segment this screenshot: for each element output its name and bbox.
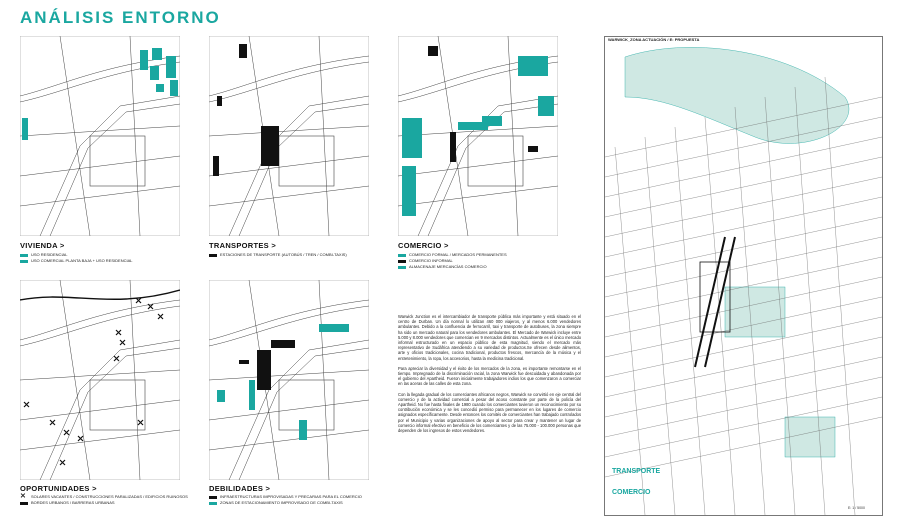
swatch <box>398 266 406 269</box>
swatch <box>398 260 406 263</box>
legend-text: ZONAS DE ESTACIONAMIENTO IMPROVISADO DE COMBI-TAXIS <box>220 500 343 505</box>
legend-text: INFRAESTRUCTURAS IMPROVISADAS Y PRECARIAS PARA EL COMERCIO <box>220 494 362 499</box>
legend-text: ESTACIONES DE TRANSPORTE (AUTOBÚS / TREN / COMBI-TAXIS) <box>220 252 347 257</box>
swatch <box>20 502 28 505</box>
zone-map <box>604 36 883 516</box>
legend-row <box>209 252 347 258</box>
map-panel-vivienda <box>20 36 180 236</box>
legend-text: ALMACENAJE MERCANCÍAS COMERCIO <box>409 264 487 269</box>
legend-row <box>209 500 362 506</box>
paragraph: Warwick Junction es el intercambiador de transporte pública más importante y está situado en el centro de Durban. Un día normal lo utilizan 460 000 viajeros, y al menos 6.000 vendedores ambulantes. Debido a la confluencia de ferrocarril, taxi y transporte de autobuses, la zona siempre ha sido un mercado natural para los vendedores ambulantes. El Mercado de Warwick incluye entre 5.000 y 8.000 vendedores que comercian en 9 mercados distintos. Actualmente es el único mercado informal estructurado en un espacio público de esta magnitud, siendo el mercado más representativo de Sudáfrica atendiendo a su variedad de productos.Se ofrecen desde alimentos, arte y oficios tradicionales, cocina tradicional, productos frescos, mercancía de la música y el entretenimiento, la ropa, los accesorios, hasta la medicina tradicional. <box>398 314 581 361</box>
label-comercio: COMERCIO <box>612 489 651 496</box>
map-oportunidades <box>20 280 180 480</box>
page-title: ANÁLISIS ENTORNO <box>20 8 221 27</box>
swatch <box>209 254 217 257</box>
zone-map-title: WARWICK_ZONA ACTUACIÓN / E: PROPUESTA <box>608 37 700 42</box>
legend-row <box>20 500 188 506</box>
scale-label: E: 1 / 5000 <box>848 506 865 510</box>
swatch <box>209 502 217 505</box>
map-vivienda <box>20 36 180 236</box>
legend-comercio <box>398 252 507 270</box>
legend-debilidades <box>209 494 362 506</box>
legend-text: SOLARES VACANTES / CONSTRUCCIONES PARALIZADAS / EDIFICIOS RUINOSOS <box>31 494 188 499</box>
paragraph: Para apreciar la diversidad y el éxito de los mercados de la zona, es importante remontarse en el tiempo. Impregnado de la discriminación racial, la zona Warwick fue descuidada y abandonada por el gobierno del Apartheid. Fueron inicialmente trabajadores indios los que comenzaron a comerciar en las aceras de las calles de esta zona. <box>398 365 581 387</box>
legend-text: USO COMERCIAL PLANTA BAJA + USO RESIDENCIAL <box>31 258 133 263</box>
panel-label-transportes: TRANSPORTES > <box>209 241 277 250</box>
panel-label-oportunidades: OPORTUNIDADES > <box>20 484 97 493</box>
legend-row <box>20 258 132 264</box>
swatch <box>398 254 406 257</box>
legend-vivienda <box>20 252 132 264</box>
panel-label-comercio: COMERCIO > <box>398 241 449 250</box>
swatch <box>20 254 28 257</box>
swatch <box>209 496 217 499</box>
zone-map-drawing <box>605 37 882 515</box>
swatch <box>20 260 28 263</box>
legend-text: BORDES URBANOS / BARRERAS URBANAS <box>31 500 115 505</box>
description-text <box>398 314 581 438</box>
legend-text: USO RESIDENCIAL <box>31 252 68 257</box>
map-transportes <box>209 36 369 236</box>
label-transporte: TRANSPORTE <box>612 468 661 475</box>
map-debilidades <box>209 280 369 480</box>
map-comercio <box>398 36 558 236</box>
legend-text: COMERCIO FORMAL / MERCADOS PERMANENTES <box>409 252 507 257</box>
paragraph: Con la llegada gradual de los comerciantes africanos negros, Warwick se convirtió en eje central del comercio y de la actividad comercial a pesar del acoso constante por parte de la policía del Apartheid. No fue hasta finales de 1980 cuando los comerciantes tuvieron un reconocimiento por su contribución económica y se les concedió permiso para permanecer en los lugares de comercio asignados específicamente. Desde entonces los comités de comerciantes han trabajado controlados por el Municipio y varias organizaciones de apoyo al sector para crear y mantener un lugar de comercio informal efectivo en beneficio de los comerciantes y de las 75.000 - 100.000 personas que dependen de los ingresos de estos vendedores. <box>398 391 581 434</box>
panel-label-vivienda: VIVIENDA > <box>20 241 65 250</box>
legend-transportes <box>209 252 347 258</box>
legend-text: COMERCIO INFORMAL <box>409 258 453 263</box>
map-panel-debilidades <box>209 280 369 480</box>
map-panel-transportes <box>209 36 369 236</box>
panel-label-debilidades: DEBILIDADES > <box>209 484 271 493</box>
cross-icon: ✕ <box>20 493 26 500</box>
legend-oportunidades <box>20 494 188 506</box>
map-panel-comercio <box>398 36 558 236</box>
map-panel-oportunidades <box>20 280 180 480</box>
legend-row <box>398 264 507 270</box>
